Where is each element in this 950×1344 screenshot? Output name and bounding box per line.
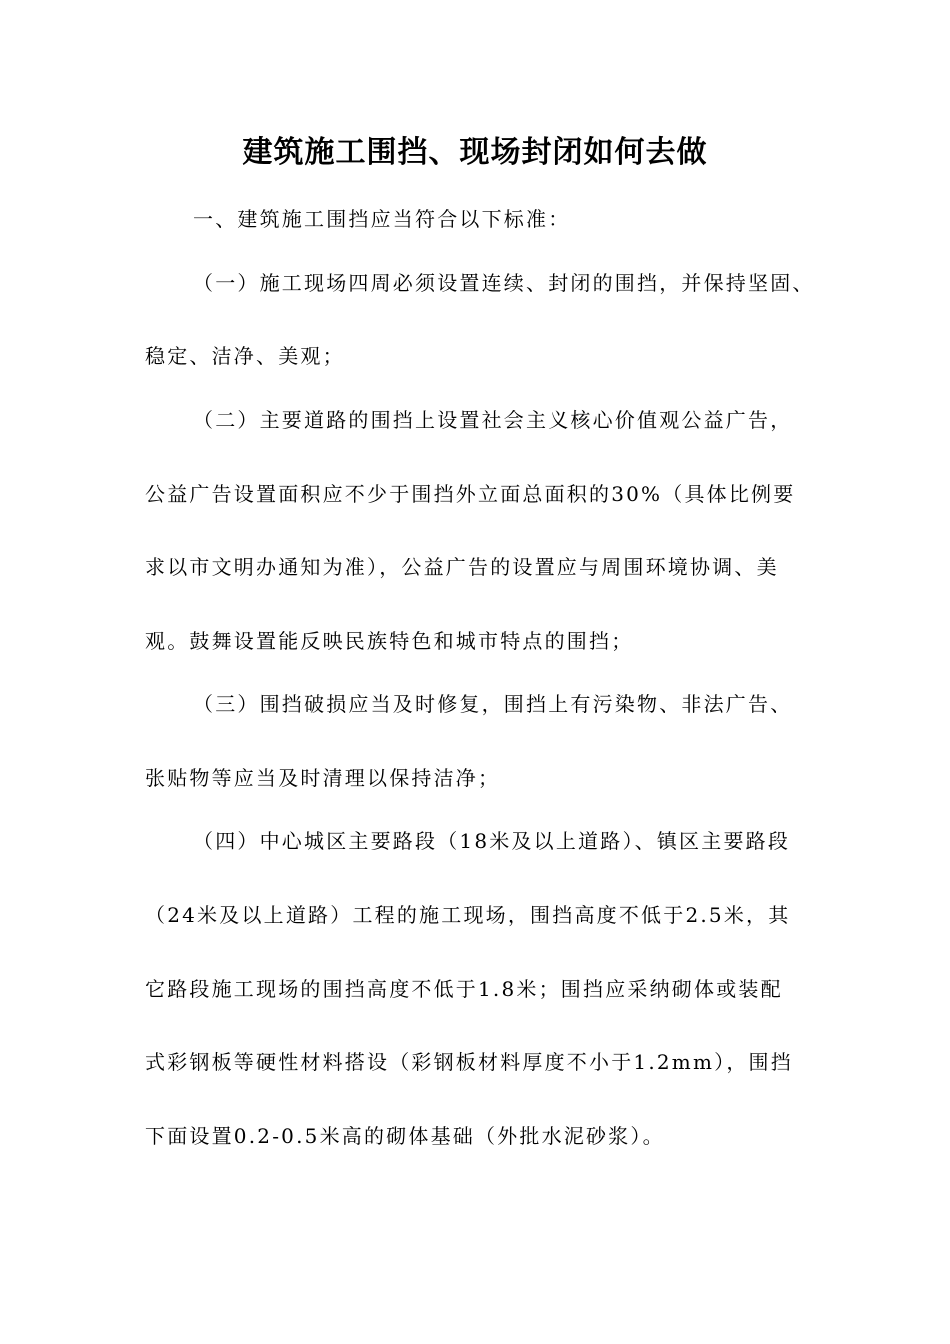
- paragraph-line: 式彩钢板等硬性材料搭设（彩钢板材料厚度不小于1.2mm），围挡: [145, 1050, 793, 1074]
- paragraph-line: （一）施工现场四周必须设置连续、封闭的围挡，并保持坚固、: [193, 271, 815, 295]
- paragraph-line: 张贴物等应当及时清理以保持洁净；: [145, 766, 501, 790]
- paragraph-line: （24米及以上道路）工程的施工现场，围挡高度不低于2.5米，其: [145, 903, 791, 927]
- paragraph-line: 下面设置0.2-0.5米高的砌体基础（外批水泥砂浆）。: [145, 1124, 665, 1148]
- paragraph-line: （二）主要道路的围挡上设置社会主义核心价值观公益广告，: [193, 408, 793, 432]
- paragraph-line: 求以市文明办通知为准），公益广告的设置应与周围环境协调、美: [145, 555, 779, 579]
- paragraph-line: 观。鼓舞设置能反映民族特色和城市特点的围挡；: [145, 629, 634, 653]
- section-heading: 一、建筑施工围挡应当符合以下标准：: [193, 207, 571, 231]
- paragraph-line: 公益广告设置面积应不少于围挡外立面总面积的30%（具体比例要: [145, 482, 796, 506]
- paragraph-line: 稳定、洁净、美观；: [145, 344, 345, 368]
- paragraph-line: （三）围挡破损应当及时修复，围挡上有污染物、非法广告、: [193, 692, 793, 716]
- document-title: 建筑施工围挡、现场封闭如何去做: [242, 135, 708, 170]
- paragraph-line: （四）中心城区主要路段（18米及以上道路）、镇区主要路段: [193, 829, 791, 853]
- paragraph-line: 它路段施工现场的围挡高度不低于1.8米；围挡应采纳砌体或装配: [145, 977, 783, 1001]
